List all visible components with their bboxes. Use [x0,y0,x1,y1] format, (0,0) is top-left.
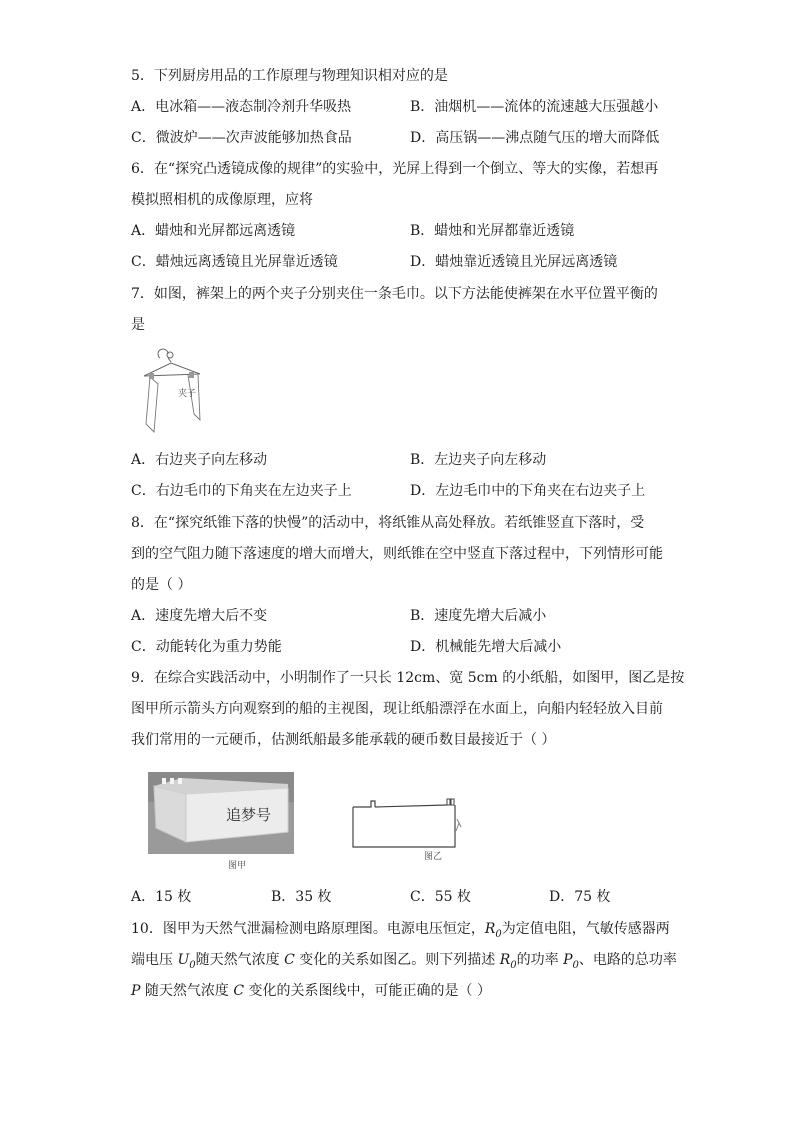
q7-option-a: A．右边夹子向左移动 [131,452,268,468]
fig-a-caption: 图甲 [228,861,247,871]
q6-option-b: B．蜡烛和光屏都靠近透镜 [410,223,575,239]
q7-option-b: B．左边夹子向左移动 [410,452,547,468]
q8-stem-line1: 8．在“探究纸锥下落的快慢”的活动中，将纸锥从高处释放。若纸锥竖直下落时，受 [131,515,645,531]
q10-text-1b: 为定值电阻，气敏传感器两 [501,921,670,937]
fig-b-caption: 图乙 [424,852,443,862]
symbol-c-2: C [233,983,245,999]
symbol-r0: $R_0$ [484,921,502,940]
q10-stem-line3: P 随天然气浓度 C 变化的关系图线中，可能正确的是（ ） [131,983,491,999]
symbol-p0: $P_0$ [563,952,579,971]
symbol-u0: $U_0$ [177,952,196,971]
q8-option-c: C．动能转化为重力势能 [131,639,282,655]
q5-stem: 5．下列厨房用品的工作原理与物理知识相对应的是 [131,68,448,84]
q9-option-d: D．75 枚 [549,889,611,905]
q9-stem-line3: 我们常用的一元硬币，估测纸船最多能承载的硬币数目最接近于（ ） [131,732,556,748]
q8-stem-line2: 到的空气阻力随下落速度的增大而增大，则纸锥在空中竖直下落过程中，下列情形可能 [131,546,663,562]
q5-option-b: B．油烟机——流体的流速越大压强越小 [410,99,659,115]
q8-option-a: A．速度先增大后不变 [131,608,268,624]
q6-option-c: C．蜡烛远离透镜且光屏靠近透镜 [131,254,338,270]
q6-stem-line2: 模拟照相机的成像原理，应将 [131,192,313,208]
q5-option-d: D．高压锅——沸点随气压的增大而降低 [410,130,660,146]
q7-option-d: D．左边毛巾中的下角夹在右边夹子上 [410,483,646,499]
boat-front-view [345,793,465,855]
boat-name-text: 追梦号 [226,806,272,824]
q9-stem-line1: 9．在综合实践活动中，小明制作了一只长 12cm、宽 5cm 的小纸船，如图甲，图乙是按 [131,670,685,686]
q9-stem-line2: 图甲所示箭头方向观察到的船的主视图，现让纸船漂浮在水面上，向船内轻轻放入目前 [131,701,663,717]
symbol-p: P [131,983,141,999]
hanger-clip-label: 夹子 [178,389,197,399]
symbol-c: C [284,952,295,968]
q9-option-c: C．55 枚 [410,889,471,905]
q5-option-c: C．微波炉——次声波能够加热食品 [131,130,352,146]
q8-option-d: D．机械能先增大后减小 [410,639,562,655]
q9-option-b: B．35 枚 [271,889,332,905]
symbol-r0-2: $R_0$ [499,952,517,971]
paper-boat-photo [148,772,294,854]
q10-stem-line2: 端电压 $U_0$随天然气浓度 C 变化的关系如图乙。则下列描述 $R_0$的功率 $P_0$、电路的总功率 [131,952,677,971]
q6-option-d: D．蜡烛靠近透镜且光屏远离透镜 [410,254,618,270]
q6-option-a: A．蜡烛和光屏都远离透镜 [131,223,296,239]
q8-option-b: B．速度先增大后减小 [410,608,547,624]
q8-stem-line3: 的是（ ） [131,577,192,593]
q10-stem-line1 [131,919,670,945]
q7-stem-line1: 7．如图，裤架上的两个夹子分别夹住一条毛巾。以下方法能使裤架在水平位置平衡的 [131,286,658,302]
q7-option-c: C．右边毛巾的下角夹在左边夹子上 [131,483,352,499]
q10-text-1a: 10．图甲为天然气泄漏检测电路原理图。电源电压恒定， [131,921,485,937]
q6-stem-line1: 6．在“探究凸透镜成像的规律”的实验中，光屏上得到一个倒立、等大的实像，若想再 [131,161,659,177]
q7-stem-line2: 是 [131,317,145,333]
q5-option-a: A．电冰箱——液态制冷剂升华吸热 [131,99,352,115]
q9-option-a: A．15 枚 [131,889,192,905]
